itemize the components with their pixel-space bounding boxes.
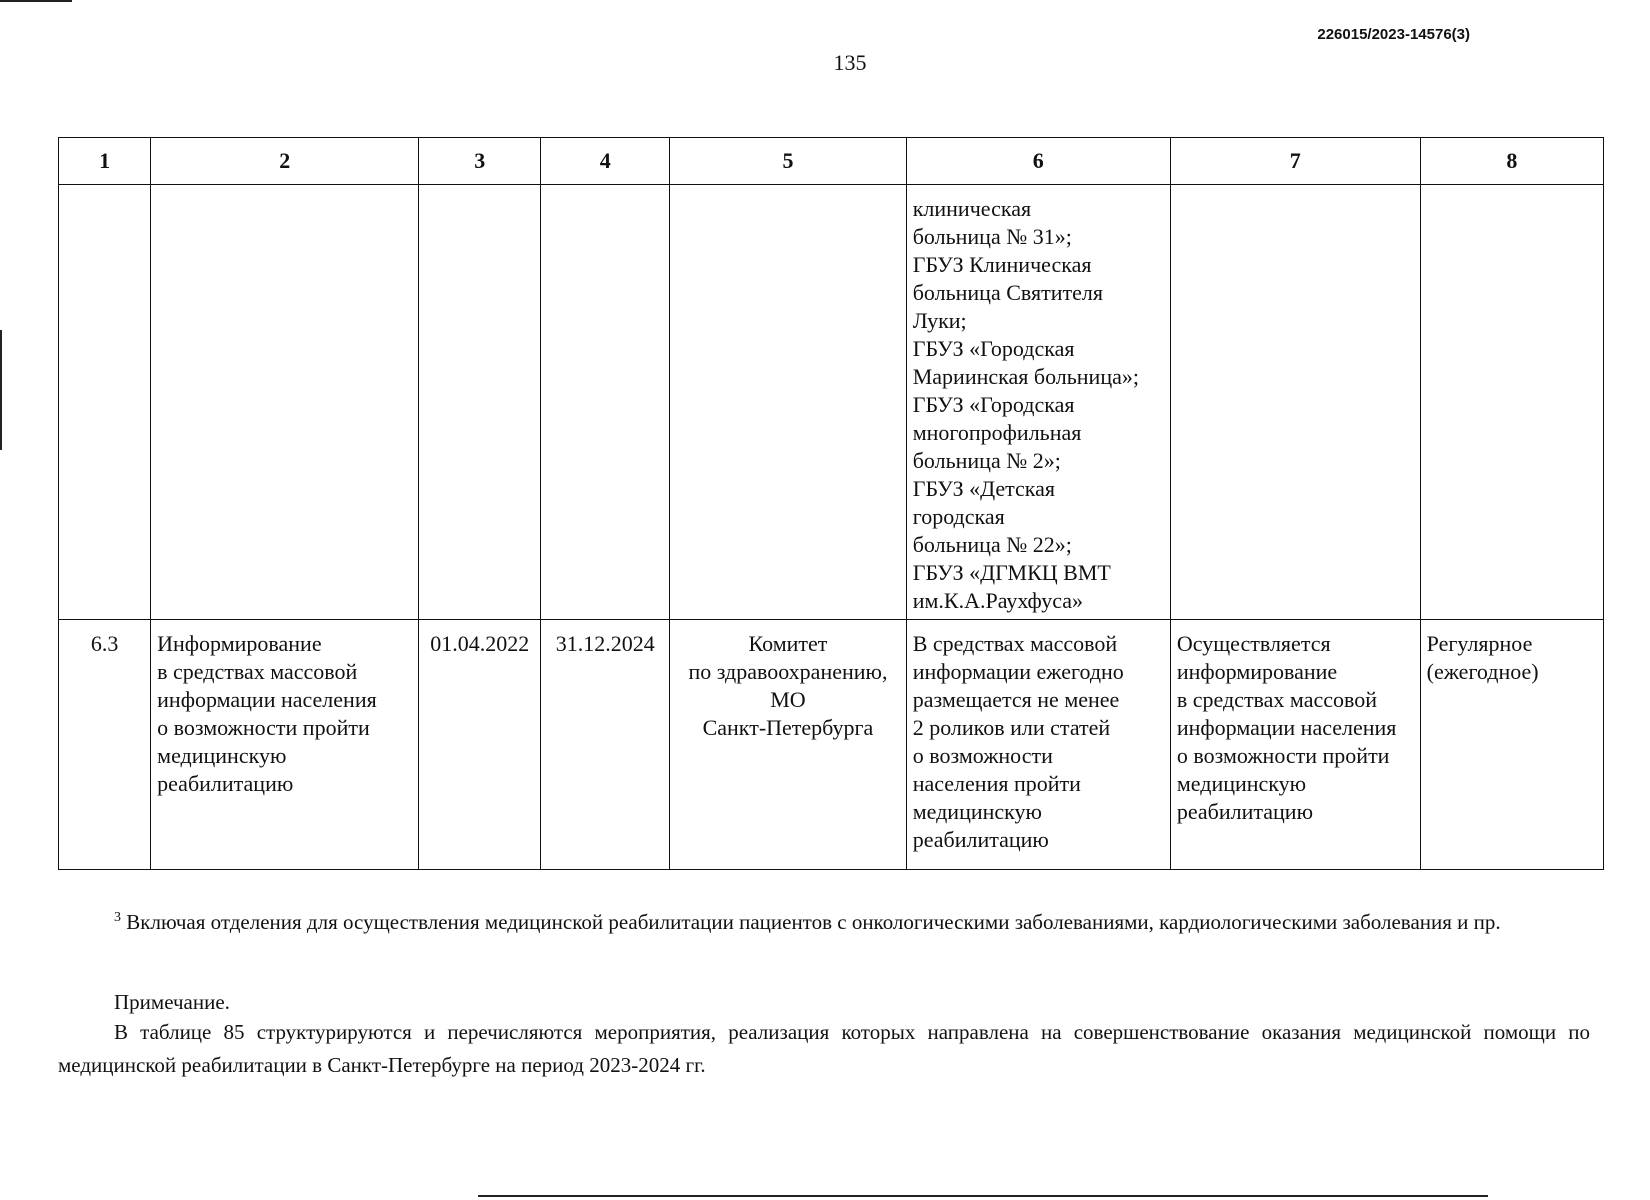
row-number: 6.3 (59, 620, 151, 870)
cell-line: 2 роликов или статей (912, 715, 1111, 740)
table-cell (541, 185, 670, 620)
cell-line: о возможности пройти (157, 715, 370, 740)
cell-line: ГБУЗ «Городская (912, 392, 1075, 417)
column-number: 7 (1170, 138, 1420, 185)
cell-line: в средствах массовой (157, 659, 358, 684)
cell-line: реабилитацию (912, 827, 1049, 852)
table-cell (1170, 185, 1420, 620)
activity-cell (151, 620, 419, 870)
footnote-text: Включая отделения для осуществления медицинской реабилитации пациентов с онкологическими заболеваниями, кардиологическими заболевания и пр. (126, 910, 1501, 934)
column-number: 3 (419, 138, 541, 185)
cell-line: Осуществляется (1176, 631, 1331, 656)
cell-line: информации ежегодно (912, 659, 1124, 684)
column-number: 2 (151, 138, 419, 185)
cell-line: населения пройти (912, 771, 1081, 796)
column-number: 5 (670, 138, 907, 185)
cell-line: в средствах массовой (1176, 687, 1377, 712)
table-row-continuation (59, 185, 1604, 620)
cell-line: по здравоохранению, (688, 659, 888, 684)
executors-cell (906, 185, 1170, 620)
cell-line: им.К.А.Раухфуса» (912, 588, 1084, 613)
cell-line: реабилитацию (157, 771, 294, 796)
cell-line: медицинскую (157, 743, 287, 768)
responsible-cell (670, 620, 907, 870)
cell-line: больница Святителя (912, 280, 1103, 305)
cell-line: ГБУЗ «ДГМКЦ ВМТ (912, 560, 1111, 585)
table-row-6-3 (59, 620, 1604, 870)
column-number: 1 (59, 138, 151, 185)
cell-line: ГБУЗ «Детская (912, 476, 1056, 501)
page-number: 135 (833, 50, 867, 75)
cell-line: ГБУЗ Клиническая (912, 252, 1092, 277)
cell-line: больница № 2»; (912, 448, 1061, 473)
column-number: 4 (541, 138, 670, 185)
cell-line: о возможности пройти (1176, 743, 1390, 768)
cell-line: больница № 31»; (912, 224, 1072, 249)
cell-line: В средствах массовой (912, 631, 1118, 656)
cell-line: медицинскую (1176, 771, 1307, 796)
column-number: 6 (906, 138, 1170, 185)
cell-line: многопрофильная (912, 420, 1082, 445)
column-number: 8 (1420, 138, 1603, 185)
table-cell (1420, 185, 1603, 620)
cell-line: информации населения (1176, 715, 1397, 740)
scan-edge-mark (0, 0, 72, 2)
indicator-cell (1170, 620, 1420, 870)
column-number-row (59, 138, 1604, 185)
table-cell (670, 185, 907, 620)
cell-line: информирование (1176, 659, 1338, 684)
footnote (58, 902, 1590, 938)
end-date-cell: 31.12.2024 (541, 620, 670, 870)
table-cell (419, 185, 541, 620)
scan-edge-mark (478, 1195, 1488, 1197)
cell-line: ГБУЗ «Городская (912, 336, 1075, 361)
cell-line: МО (770, 687, 806, 712)
cell-line: (ежегодное) (1426, 659, 1539, 684)
activities-table (58, 137, 1604, 870)
cell-line: Луки; (912, 308, 967, 333)
note-title: Примечание. (114, 990, 230, 1014)
table-cell (151, 185, 419, 620)
note-text: В таблице 85 структурируются и перечисляются мероприятия, реализация которых направлена на совершенствование оказания медицинской помощи по медицинской реабилитации в Санкт-Петербурге на период 2023-2024 гг. (58, 1020, 1590, 1077)
result-cell (906, 620, 1170, 870)
document-number: 226015/2023-14576(3) (1317, 26, 1470, 43)
start-date-cell: 01.04.2022 (419, 620, 541, 870)
cell-line: реабилитацию (1176, 799, 1314, 824)
cell-line: Информирование (157, 631, 322, 656)
cell-line: медицинскую (912, 799, 1042, 824)
cell-line: о возможности (912, 743, 1053, 768)
cell-line: Санкт-Петербурга (702, 715, 874, 740)
table-cell (59, 185, 151, 620)
cell-line: Регулярное (1426, 631, 1533, 656)
cell-line: Комитет (748, 631, 828, 656)
cell-line: городская (912, 504, 1005, 529)
footnote-marker: 3 (114, 910, 121, 925)
cell-line: больница № 22»; (912, 532, 1072, 557)
cell-line: информации населения (157, 687, 377, 712)
frequency-cell (1420, 620, 1603, 870)
cell-line: клиническая (912, 196, 1032, 221)
scan-edge-mark (0, 330, 2, 450)
cell-line: Мариинская больница»; (912, 364, 1139, 389)
cell-line: размещается не менее (912, 687, 1120, 712)
